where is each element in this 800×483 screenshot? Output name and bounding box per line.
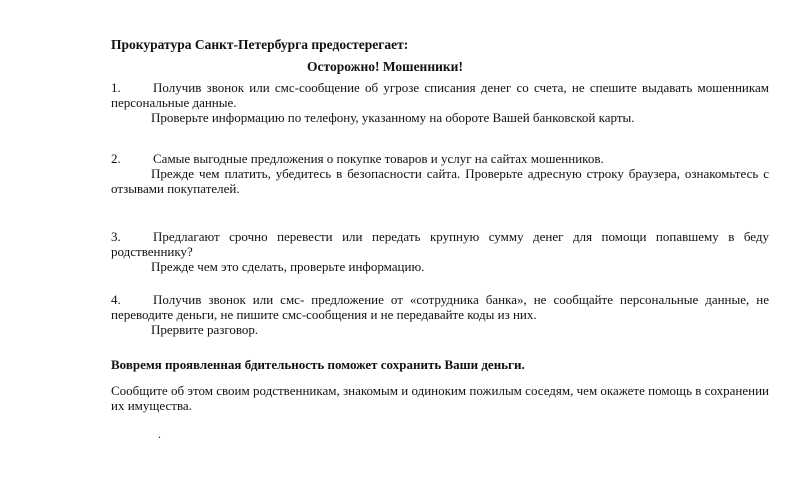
warning-item-1	[111, 80, 769, 125]
item-number: 3.	[111, 229, 121, 244]
warning-item-1-text	[111, 80, 769, 110]
item-number: 2.	[111, 151, 121, 166]
item-text: Получив звонок или смс- предложение от «сотрудника банка», не сообщайте персональные данные, не переводите деньги, не пишите смс-сообщения и не передавайте коды из них.	[111, 292, 769, 322]
item-text: Самые выгодные предложения о покупке товаров и услуг на сайтах мошенников.	[153, 151, 604, 166]
item-text: Получив звонок или смс-сообщение об угрозе списания денег со счета, не спешите выдавать мошенникам персональные данные.	[111, 80, 769, 110]
item-number: 1.	[111, 80, 121, 95]
warning-item-1-advice: Проверьте информацию по телефону, указанному на обороте Вашей банковской карты.	[151, 110, 635, 125]
closing-text: Сообщите об этом своим родственникам, знакомым и одиноким пожилым соседям, чем окажете помощь в сохранении их имущества.	[111, 383, 769, 413]
warning-item-4	[111, 292, 769, 337]
item-text: Предлагают срочно перевести или передать крупную сумму денег для помощи попавшему в беду родственнику?	[111, 229, 769, 259]
warning-item-3	[111, 229, 769, 274]
conclusion-text: Вовремя проявленная бдительность поможет сохранить Ваши деньги.	[111, 357, 525, 372]
warning-item-3-advice: Прежде чем это сделать, проверьте информацию.	[151, 259, 425, 274]
warning-item-2-advice: Прежде чем платить, убедитесь в безопасности сайта. Проверьте адресную строку браузера, ознакомьтесь с отзывами покупателей.	[111, 166, 769, 196]
warning-item-3-text	[111, 229, 769, 259]
warning-item-2	[111, 151, 769, 196]
document-heading: Прокуратура Санкт-Петербурга предостерегает:	[111, 37, 409, 52]
warning-item-2-text	[111, 151, 769, 166]
item-number: 4.	[111, 292, 121, 307]
warning-title: Осторожно! Мошенники!	[307, 59, 463, 74]
stray-mark: .	[158, 427, 161, 441]
warning-item-4-advice: Прервите разговор.	[151, 322, 259, 337]
warning-item-4-text	[111, 292, 769, 322]
